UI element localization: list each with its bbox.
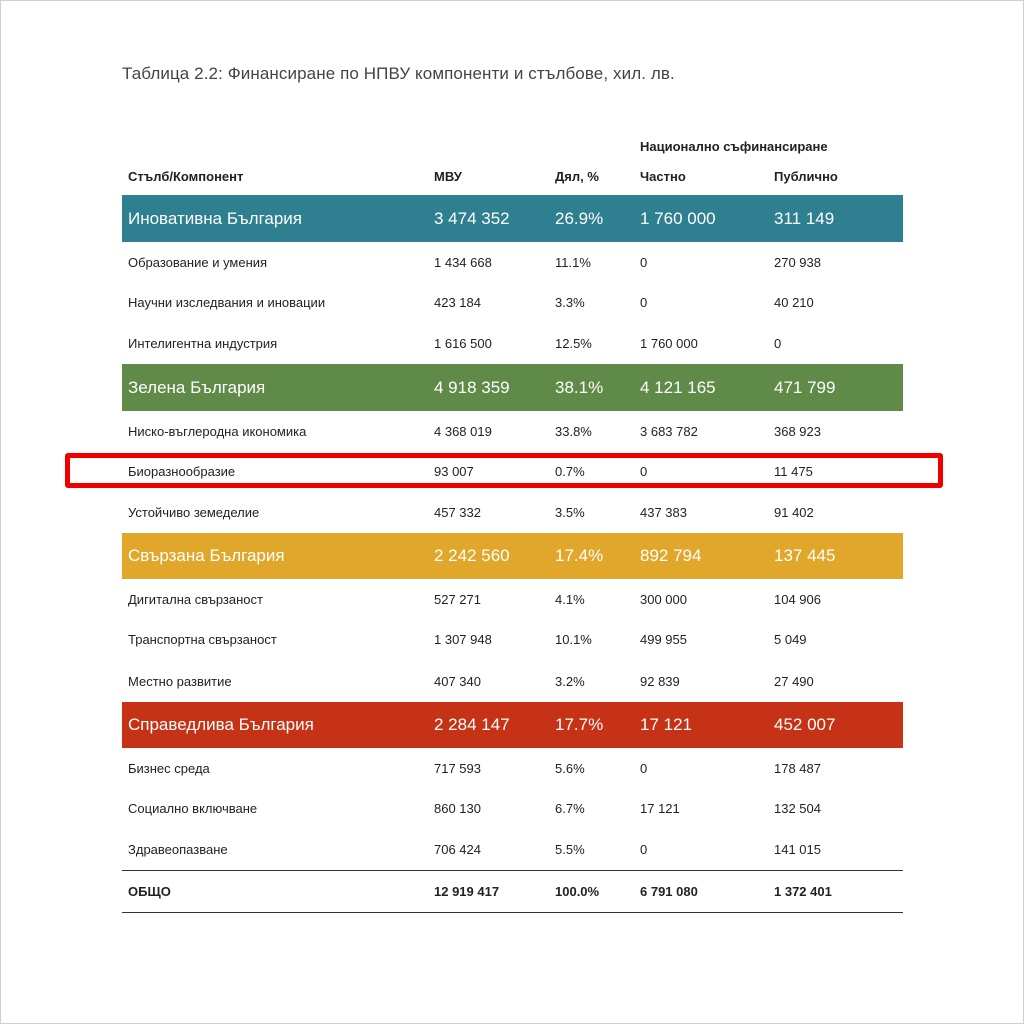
cell-share: 4.1% [555, 591, 585, 607]
cell-public: 270 938 [774, 254, 821, 270]
cell-name: Бизнес среда [128, 760, 210, 776]
cell-public: 11 475 [774, 463, 813, 479]
cell-name: Местно развитие [128, 673, 232, 689]
cell-private: 4 121 165 [640, 377, 716, 397]
cell-name: Ниско-въглеродна икономика [128, 423, 307, 439]
cell-mvu: 2 284 147 [434, 715, 510, 734]
pillar-row [122, 364, 903, 411]
cell-public: 104 906 [774, 591, 821, 607]
cell-share: 33.8% [555, 423, 592, 439]
cell-mvu: 407 340 [434, 673, 481, 689]
component-row [122, 579, 903, 619]
cell-share: 100.0% [555, 884, 600, 899]
cell-name: Биоразнообразие [128, 463, 236, 479]
national-cofinancing-header: Национално съфинансиране [640, 139, 828, 154]
cell-name: Образование и умения [128, 254, 268, 270]
cell-public: 471 799 [774, 377, 836, 397]
cell-mvu: 717 593 [434, 760, 481, 776]
cell-share: 10.1% [555, 632, 592, 647]
cell-name: Здравеопазване [128, 841, 228, 857]
column-header-share: Дял, % [555, 168, 599, 184]
cell-share: 17.4% [555, 546, 604, 565]
cell-share: 3.3% [555, 294, 585, 310]
cell-name: Социално включване [128, 800, 258, 816]
cell-private: 17 121 [640, 715, 692, 734]
cell-mvu: 706 424 [434, 841, 481, 857]
cell-public: 40 210 [774, 294, 814, 310]
cell-public: 5 049 [774, 632, 807, 647]
cell-public: 137 445 [774, 546, 836, 565]
cell-mvu: 1 434 668 [434, 254, 492, 270]
component-row [122, 491, 903, 533]
pillar-row [122, 195, 903, 242]
cell-share: 26.9% [555, 208, 604, 228]
cell-share: 11.1% [555, 254, 591, 270]
component-row [122, 282, 903, 322]
cell-share: 6.7% [555, 800, 585, 816]
cell-private: 92 839 [640, 673, 680, 689]
cell-private: 1 760 000 [640, 208, 716, 228]
cell-mvu: 1 307 948 [434, 632, 492, 647]
cell-mvu: 423 184 [434, 294, 481, 310]
component-row [122, 242, 903, 282]
cell-mvu: 4 918 359 [434, 377, 510, 397]
column-header-public: Публично [774, 168, 838, 184]
cell-private: 0 [640, 463, 648, 479]
cell-public: 141 015 [774, 841, 821, 857]
cell-name: Транспортна свързаност [128, 632, 277, 647]
cell-private: 17 121 [640, 800, 680, 816]
cell-mvu: 527 271 [434, 591, 481, 607]
cell-private: 6 791 080 [640, 884, 698, 899]
cell-public: 132 504 [774, 800, 821, 816]
cell-name: Справедлива България [128, 715, 314, 734]
cell-public: 452 007 [774, 715, 836, 734]
cell-share: 0.7% [555, 463, 585, 479]
component-row [122, 748, 903, 788]
cell-public: 178 487 [774, 760, 821, 776]
cell-private: 300 000 [640, 591, 687, 607]
column-header-pillar: Стълб/Компонент [128, 168, 244, 184]
cell-share: 12.5% [555, 335, 592, 351]
cell-public: 27 490 [774, 673, 814, 689]
table-header-row [122, 162, 903, 190]
total-row [122, 870, 903, 913]
cell-share: 3.2% [555, 673, 585, 689]
cell-name: Устойчиво земеделие [128, 504, 260, 520]
cell-private: 0 [640, 841, 648, 857]
cell-private: 499 955 [640, 632, 687, 647]
cell-mvu: 4 368 019 [434, 423, 492, 439]
pillar-row [122, 702, 903, 748]
cell-name: Зелена България [128, 377, 266, 397]
cell-private: 3 683 782 [640, 423, 698, 439]
cell-share: 38.1% [555, 377, 604, 397]
cell-public: 91 402 [774, 504, 814, 520]
cell-mvu: 2 242 560 [434, 546, 510, 565]
component-row [122, 322, 903, 364]
cell-name: Интелигентна индустрия [128, 335, 278, 351]
cell-private: 0 [640, 254, 648, 270]
cell-private: 0 [640, 294, 648, 310]
cell-mvu: 860 130 [434, 800, 481, 816]
cell-private: 892 794 [640, 546, 702, 565]
cell-share: 3.5% [555, 504, 585, 520]
cell-mvu: 1 616 500 [434, 335, 492, 351]
pillar-row [122, 533, 903, 579]
cell-mvu: 3 474 352 [434, 208, 510, 228]
table-caption: Таблица 2.2: Финансиране по НПВУ компоненти и стълбове, хил. лв. [122, 64, 675, 83]
cell-private: 1 760 000 [640, 335, 698, 351]
cell-name: Научни изследвания и иновации [128, 294, 326, 310]
cell-private: 437 383 [640, 504, 687, 520]
cell-mvu: 93 007 [434, 463, 474, 479]
cell-share: 5.5% [555, 841, 585, 857]
highlight-box [65, 453, 943, 488]
cell-name: Иновативна България [128, 208, 303, 228]
component-row [122, 411, 903, 451]
component-row [122, 788, 903, 828]
cell-public: 311 149 [774, 208, 835, 228]
cell-share: 17.7% [555, 715, 604, 734]
cell-mvu: 457 332 [434, 504, 481, 520]
column-header-private: Частно [640, 168, 686, 184]
cell-name: Дигитална свързаност [128, 591, 263, 607]
cell-public: 368 923 [774, 423, 821, 439]
cell-name: Свързана България [128, 546, 285, 565]
cell-name: ОБЩО [128, 884, 171, 899]
component-row [122, 619, 903, 660]
cell-share: 5.6% [555, 760, 585, 776]
column-header-mvu: МВУ [434, 168, 462, 184]
cell-public: 0 [774, 335, 782, 351]
cell-mvu: 12 919 417 [434, 884, 500, 899]
component-row [122, 660, 903, 702]
cell-private: 0 [640, 760, 648, 776]
component-row [122, 828, 903, 870]
cell-public: 1 372 401 [774, 884, 832, 899]
